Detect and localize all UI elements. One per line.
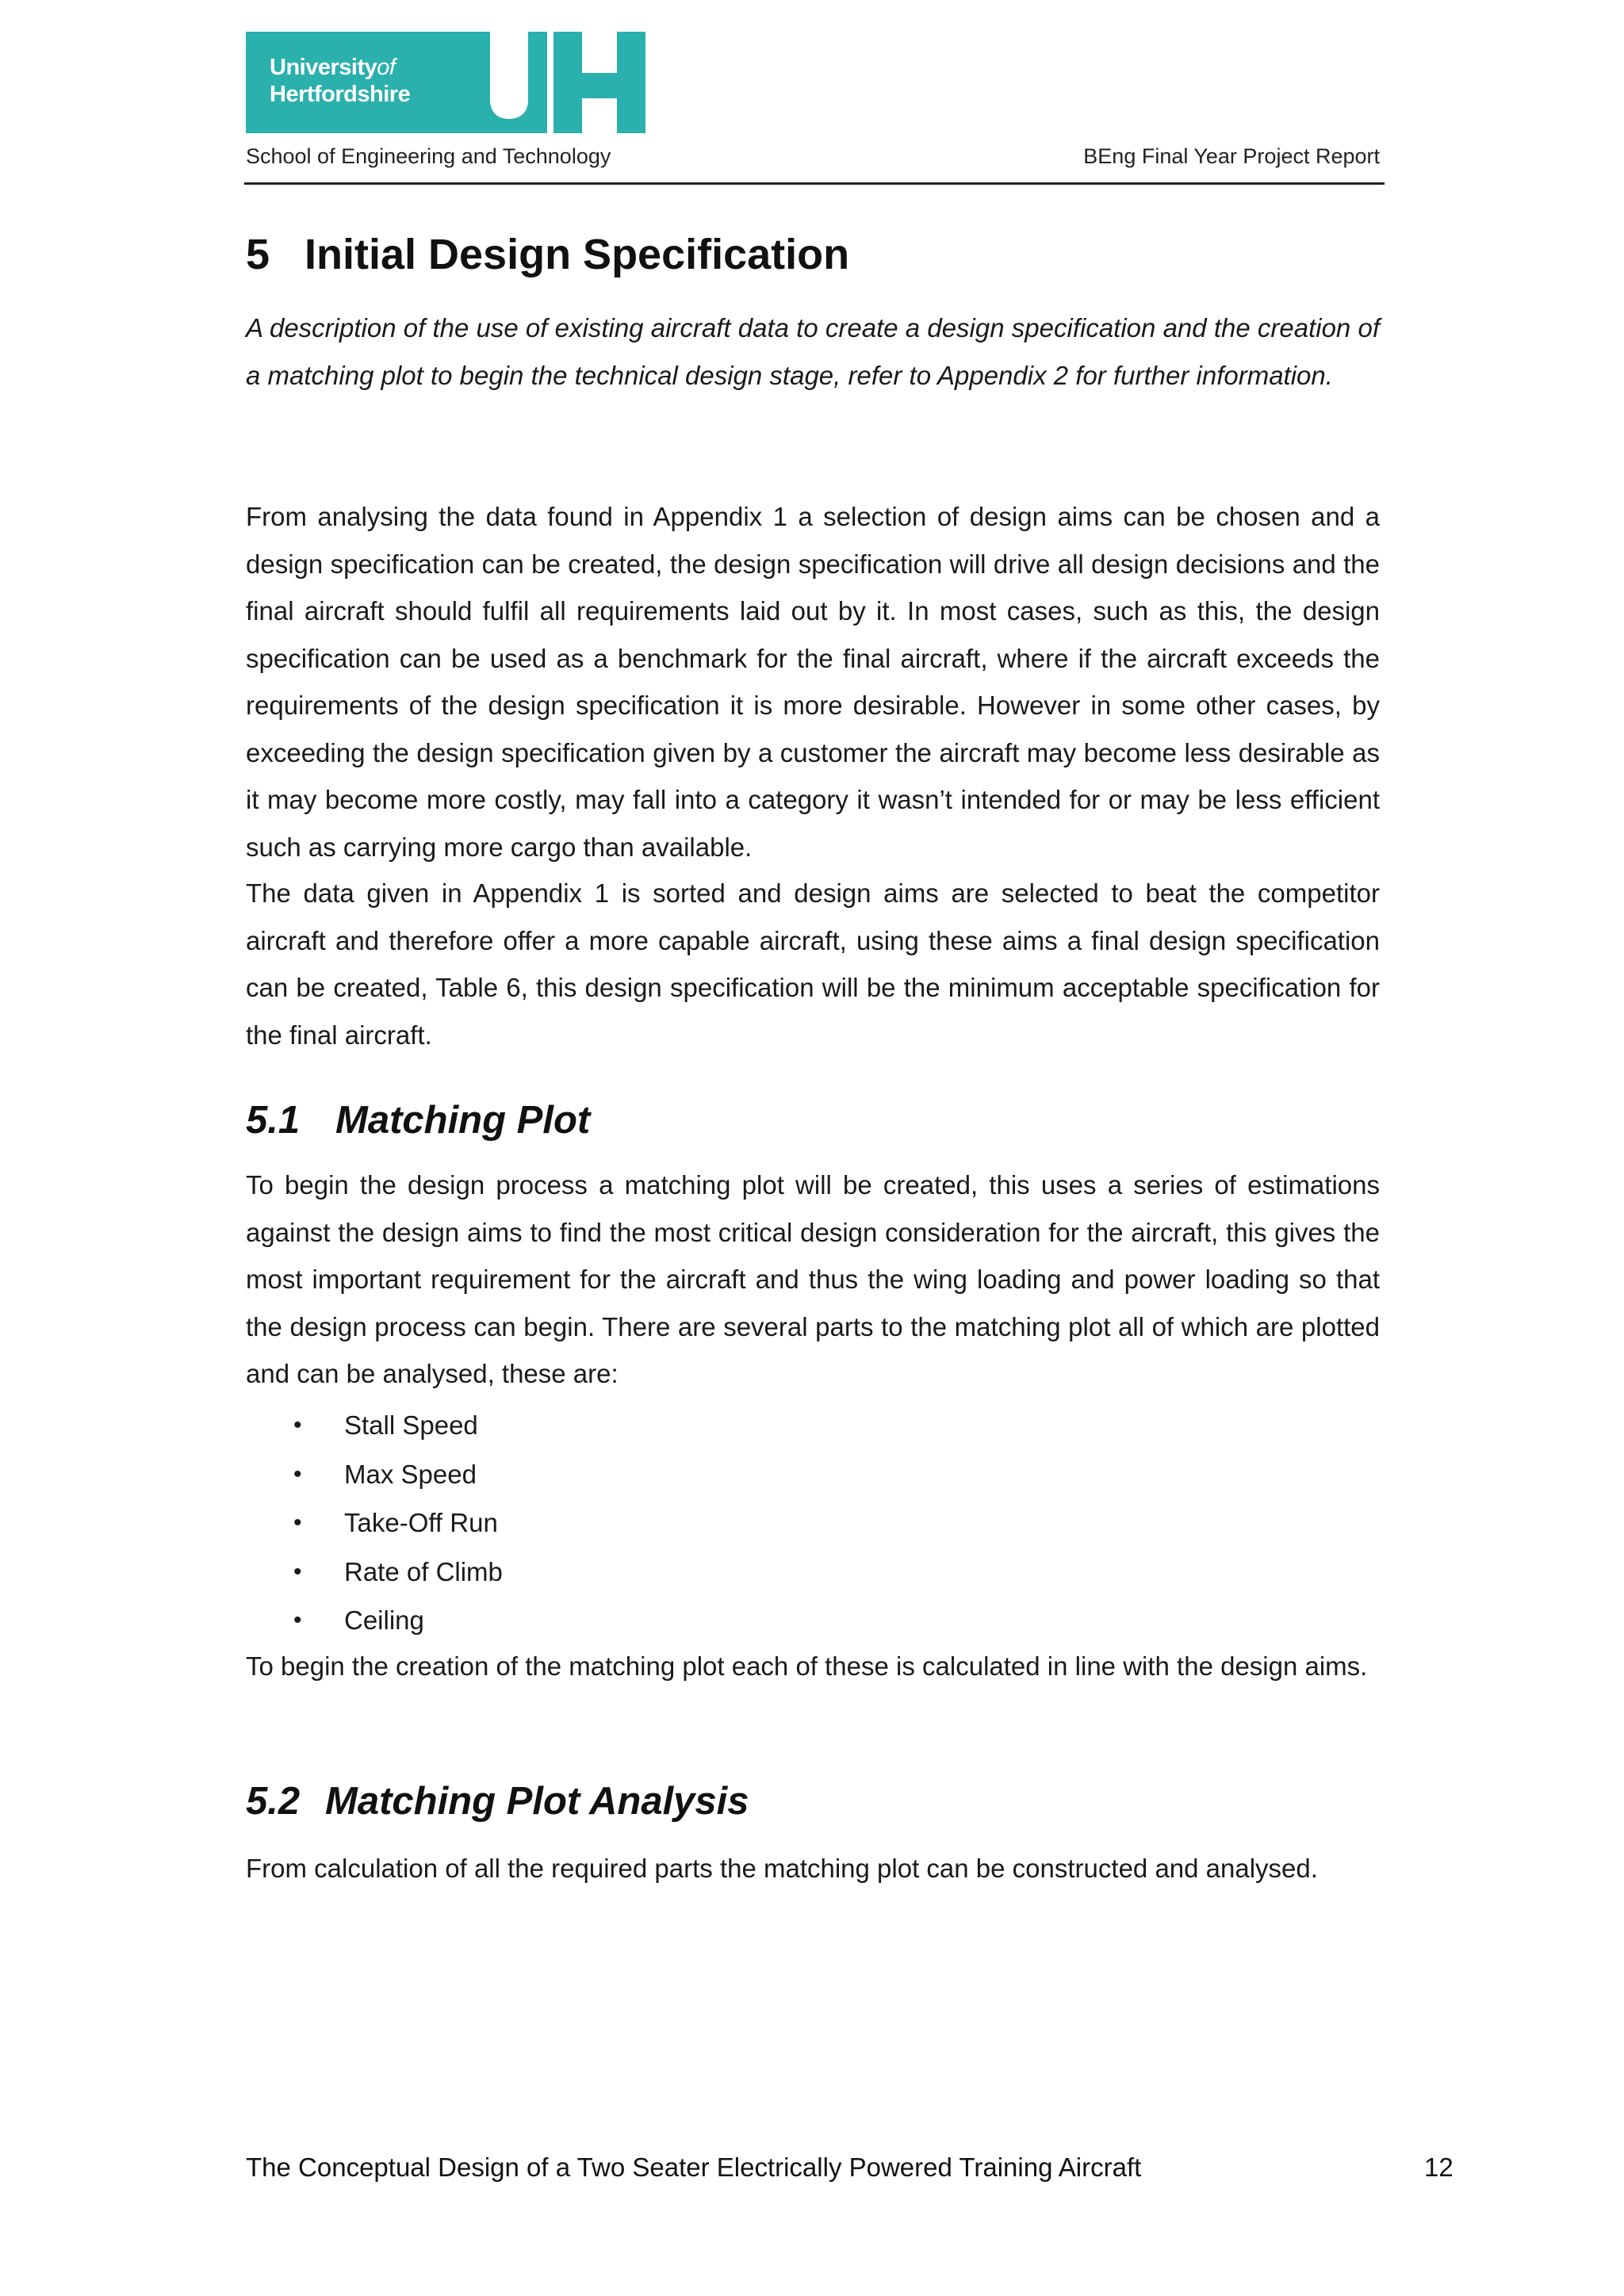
section-5-2-title: Matching Plot Analysis (325, 1780, 749, 1823)
list-item: • Stall Speed (246, 1401, 1380, 1450)
logo-line2: Hertfordshire (270, 82, 411, 107)
logo-line1: University (270, 55, 377, 80)
header-divider (244, 182, 1385, 185)
section-5-paragraph-1: From analysing the data found in Appendix 1 a selection of design aims can be chosen and a design specification can be created, the design specification will drive all design decisions and the final aircraft should fulfil all requirements laid out by it. In most cases, such as this, the design specification can be used as a benchmark for the final aircraft, where if the aircraft exceeds the requirements of the design specification it is more desirable. However in some other cases, by exceeding the design specification given by a customer the aircraft may become less desirable as it may become more costly, may fall into a category it wasn’t intended for or may be less efficient such as carrying more cargo than available. (246, 502, 1380, 862)
list-item: • Rate of Climb (246, 1548, 1380, 1597)
logo-text-box (246, 32, 471, 133)
section-5-1-number: 5.1 (246, 1099, 301, 1142)
list-item: • Max Speed (246, 1450, 1380, 1499)
footer-document-title: The Conceptual Design of a Two Seater Electrically Powered Training Aircraft (246, 2152, 1142, 2182)
section-5-1-title: Matching Plot (335, 1099, 591, 1142)
section-5-1-closing: To begin the creation of the matching plot each of these is calculated in line with the design aims. (246, 1651, 1368, 1681)
university-logo (246, 32, 658, 133)
section-5-number: 5 (246, 231, 270, 278)
logo-of: of (377, 55, 396, 80)
matching-plot-parts-list (246, 1401, 1380, 1645)
section-5-intro: A description of the use of existing aircraft data to create a design specification and the creation of a matching plot to begin the technical design stage, refer to Appendix 2 for further information. (246, 313, 1380, 390)
section-5-2-paragraph: From calculation of all the required parts the matching plot can be constructed and analysed. (246, 1854, 1318, 1883)
section-5-2-number: 5.2 (246, 1780, 301, 1823)
bullet-icon: • (293, 1607, 302, 1633)
bullet-icon: • (293, 1460, 302, 1487)
section-5-2-heading (246, 1777, 749, 1825)
section-5-title: Initial Design Specification (304, 231, 850, 278)
uh-monogram-icon (471, 32, 658, 133)
header-school: School of Engineering and Technology (246, 144, 611, 168)
section-5-paragraph-2: The data given in Appendix 1 is sorted and design aims are selected to beat the competitor aircraft and therefore offer a more capable aircraft, using these aims a final design specification can be created, Table 6, this design specification will be the minimum acceptable specification for the final aircraft. (246, 878, 1380, 1050)
bullet-icon: • (293, 1510, 302, 1536)
section-5-1-heading (246, 1096, 590, 1144)
list-item: • Ceiling (246, 1596, 1380, 1645)
header-report-type: BEng Final Year Project Report (1083, 144, 1380, 168)
footer-page-number: 12 (1424, 2152, 1454, 2182)
section-5-heading (246, 228, 849, 281)
list-item: • Take-Off Run (246, 1498, 1380, 1548)
bullet-icon: • (293, 1558, 302, 1585)
section-5-1-paragraph: To begin the design process a matching plot will be created, this uses a series of estimations against the design aims to find the most critical design consideration for the aircraft, this gives the most important requirement for the aircraft and thus the wing loading and power loading so that the design process can begin. There are several parts to the matching plot all of which are plotted and can be analysed, these are: (246, 1170, 1380, 1388)
bullet-icon: • (293, 1412, 302, 1438)
